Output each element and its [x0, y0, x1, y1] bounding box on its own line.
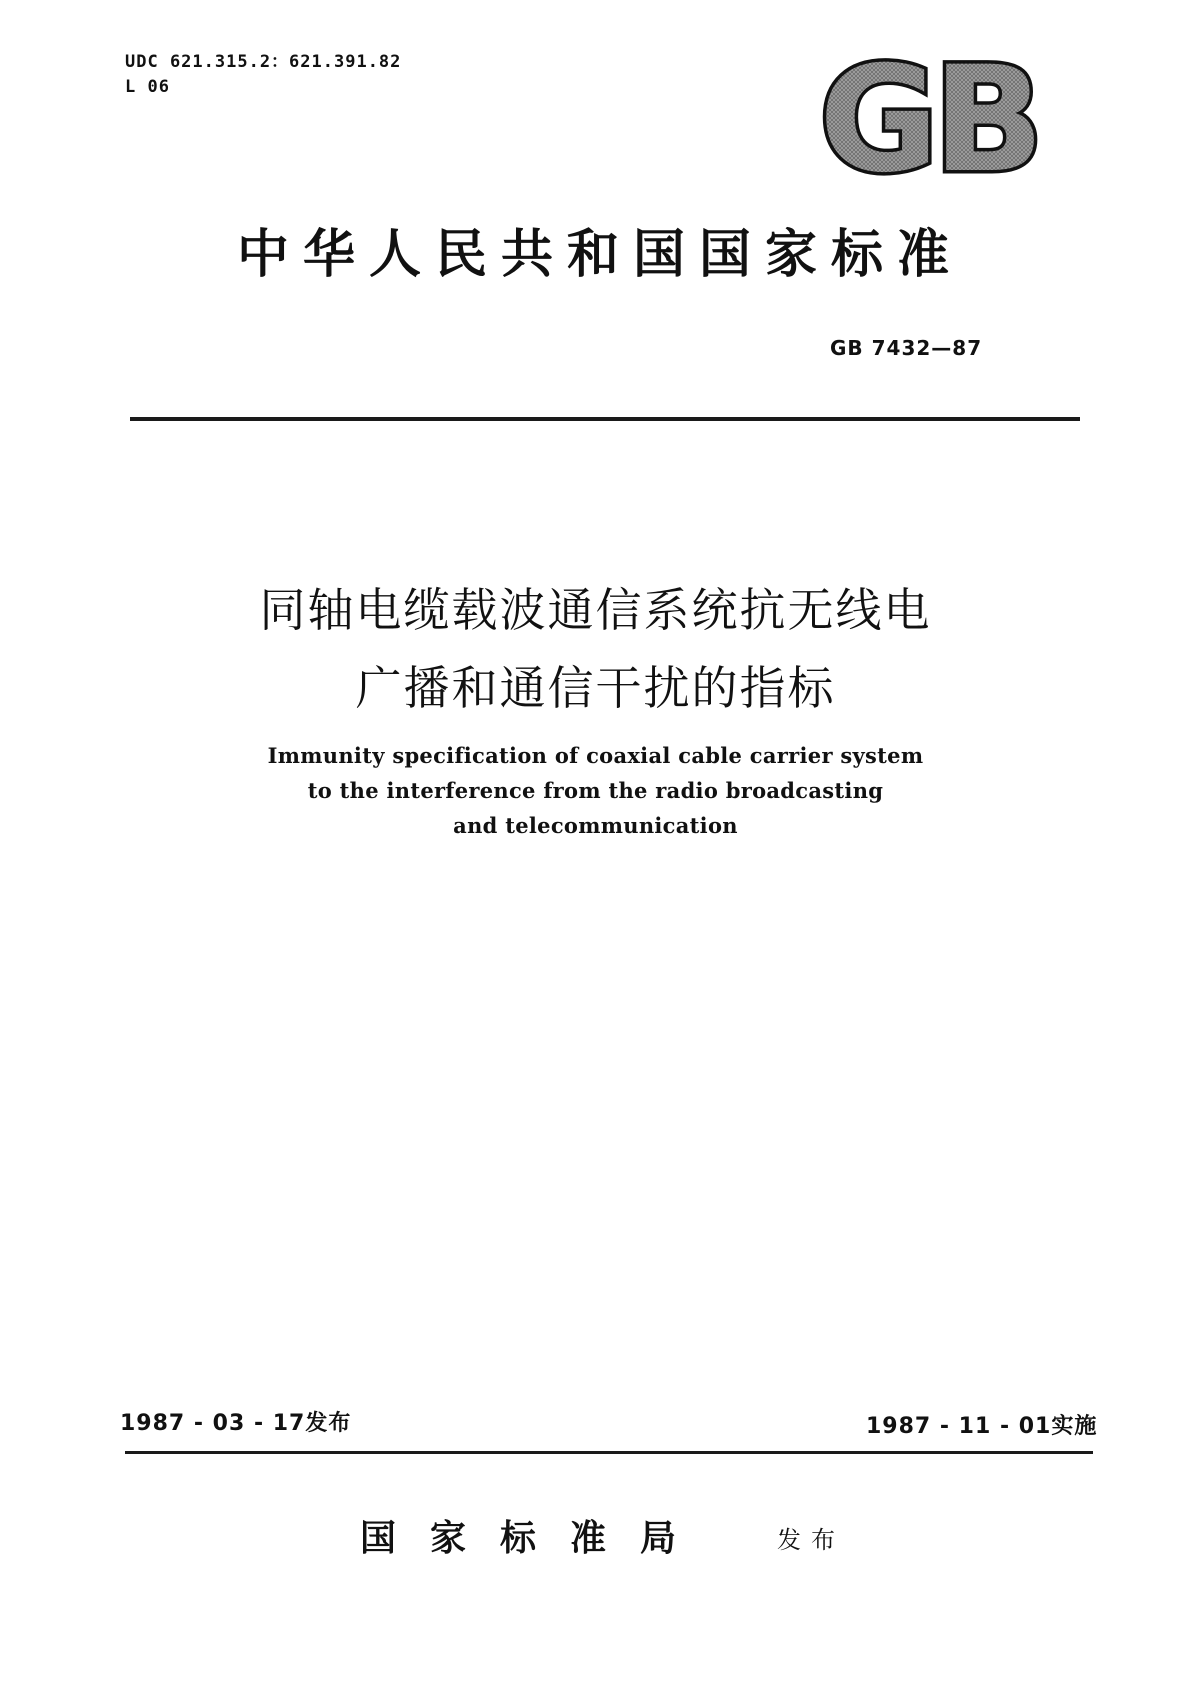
issue-date: 1987 - 03 - 17发布	[120, 1411, 352, 1436]
english-title-line-1: Immunity specification of coaxial cable carrier system	[267, 743, 924, 768]
english-title-line-3: and telecommunication	[453, 813, 738, 838]
gb-logo-text: GB	[819, 55, 1039, 180]
english-title-line-2: to the interference from the radio broadcasting	[307, 778, 884, 803]
bottom-divider	[125, 1451, 1093, 1454]
udc-code: UDC 621.315.2：621.391.82	[125, 52, 402, 72]
classification-code: L 06	[125, 77, 170, 97]
top-divider	[130, 417, 1080, 421]
effective-date: 1987 - 11 - 01实施	[866, 1414, 1098, 1439]
gb-logo	[815, 55, 1045, 180]
issuing-authority: 国家标准局	[360, 1517, 711, 1559]
chinese-title-line-1: 同轴电缆载波通信系统抗无线电	[259, 583, 932, 637]
chinese-title-line-2: 广播和通信干扰的指标	[355, 661, 836, 715]
issuer-suffix: 发布	[777, 1526, 845, 1554]
standard-number: GB 7432—87	[830, 336, 983, 360]
national-standard-title: 中华人民共和国国家标准	[236, 225, 963, 285]
